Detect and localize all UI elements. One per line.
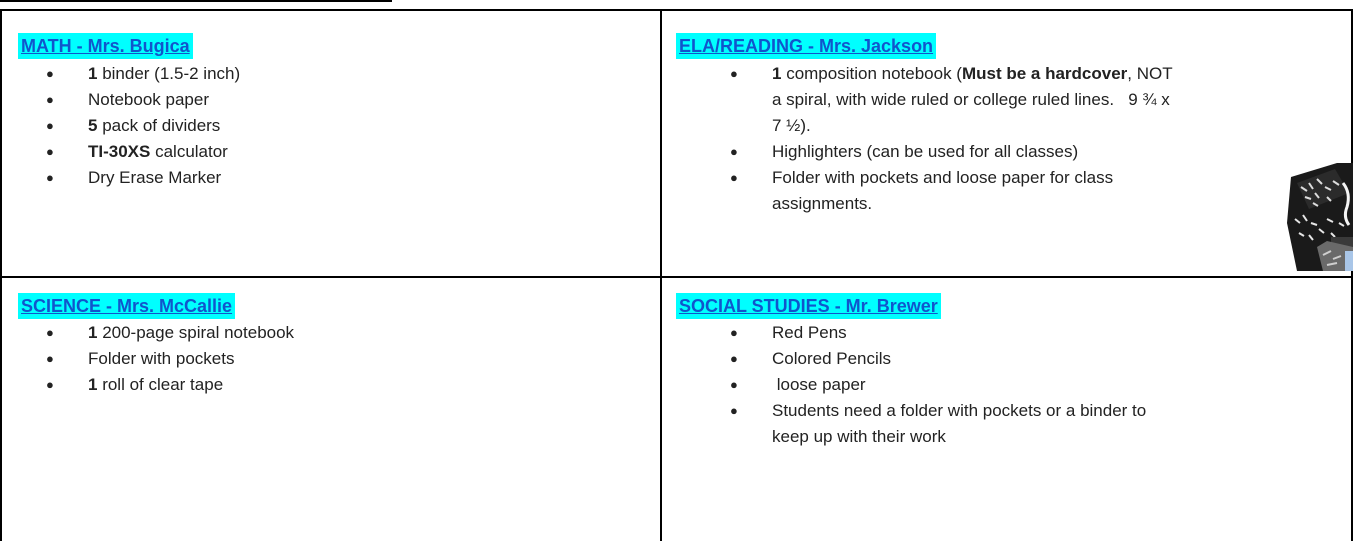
- item-text: 200-page spiral notebook: [97, 323, 295, 342]
- list-item: [46, 61, 648, 87]
- item-text-line: assignments.: [772, 194, 873, 213]
- bullet-icon: ●: [46, 325, 54, 340]
- item-emphasis: Must be a hardcover: [961, 64, 1128, 83]
- item-emphasis: 5: [88, 116, 98, 135]
- bullet-icon: ●: [730, 144, 738, 159]
- item-emphasis: 1: [772, 64, 782, 83]
- item-text: binder (1.5-2 inch): [97, 64, 241, 83]
- list-item: [730, 61, 1342, 139]
- item-text-line: 7 ½).: [772, 116, 811, 135]
- item-text-line: Students need a folder with pockets or a binder to: [772, 401, 1147, 420]
- list-item: [46, 320, 648, 346]
- item-emphasis: 1: [88, 375, 98, 394]
- bullet-icon: ●: [730, 325, 738, 340]
- item-text: calculator: [150, 142, 228, 161]
- ela-item-list: [730, 61, 1342, 217]
- bullet-icon: ●: [730, 377, 738, 392]
- item-emphasis: TI-30XS: [88, 142, 151, 161]
- bullet-icon: ●: [46, 351, 54, 366]
- ela-heading[interactable]: ELA/READING - Mrs. Jackson: [676, 33, 936, 59]
- item-text: Dry Erase Marker: [88, 168, 222, 187]
- item-text: Highlighters (can be used for all classes): [772, 142, 1079, 161]
- social-studies-item-list: [730, 320, 1342, 450]
- item-text: Notebook paper: [88, 90, 209, 109]
- science-cell: [2, 278, 660, 541]
- top-rule: [0, 0, 392, 2]
- bullet-icon: ●: [730, 351, 738, 366]
- item-text: loose paper: [772, 375, 866, 394]
- list-item: [46, 87, 648, 113]
- item-text: roll of clear tape: [97, 375, 224, 394]
- bullet-icon: ●: [46, 118, 54, 133]
- ela-cell: [662, 11, 1351, 276]
- list-item: [730, 346, 1342, 372]
- item-text-line: a spiral, with wide ruled or college ruled lines. 9 ¾ x: [772, 90, 1170, 109]
- list-item: [46, 346, 648, 372]
- math-item-list: [46, 61, 648, 191]
- bullet-icon: ●: [46, 377, 54, 392]
- notebook-photo-icon: [1287, 163, 1353, 271]
- social-studies-heading[interactable]: SOCIAL STUDIES - Mr. Brewer: [676, 293, 941, 319]
- list-item: [46, 113, 648, 139]
- list-item: [46, 372, 648, 398]
- bullet-icon: ●: [46, 92, 54, 107]
- bullet-icon: ●: [730, 403, 738, 418]
- item-text: composition notebook (: [781, 64, 962, 83]
- bullet-icon: ●: [730, 66, 738, 81]
- list-item: [730, 320, 1342, 346]
- list-item: [730, 165, 1342, 217]
- item-emphasis: 1: [88, 323, 98, 342]
- item-text: , NOT: [1127, 64, 1173, 83]
- math-heading[interactable]: MATH - Mrs. Bugica: [18, 33, 193, 59]
- science-item-list: [46, 320, 648, 398]
- item-text: Colored Pencils: [772, 349, 892, 368]
- list-item: [730, 398, 1342, 450]
- item-text: pack of dividers: [97, 116, 221, 135]
- bullet-icon: ●: [730, 170, 738, 185]
- list-item: [730, 139, 1342, 165]
- bullet-icon: ●: [46, 170, 54, 185]
- item-text-line: Folder with pockets and loose paper for class: [772, 168, 1114, 187]
- social-studies-cell: [662, 278, 1351, 541]
- item-text-line: keep up with their work: [772, 427, 946, 446]
- supply-list-table: [0, 9, 1353, 541]
- list-item: [46, 165, 648, 191]
- bullet-icon: ●: [46, 66, 54, 81]
- composition-notebook-photo: [1287, 163, 1353, 271]
- list-item: [46, 139, 648, 165]
- item-text: Folder with pockets: [88, 349, 235, 368]
- bullet-icon: ●: [46, 144, 54, 159]
- item-text: Red Pens: [772, 323, 847, 342]
- math-cell: [2, 11, 660, 276]
- list-item: [730, 372, 1342, 398]
- item-emphasis: 1: [88, 64, 98, 83]
- science-heading[interactable]: SCIENCE - Mrs. McCallie: [18, 293, 235, 319]
